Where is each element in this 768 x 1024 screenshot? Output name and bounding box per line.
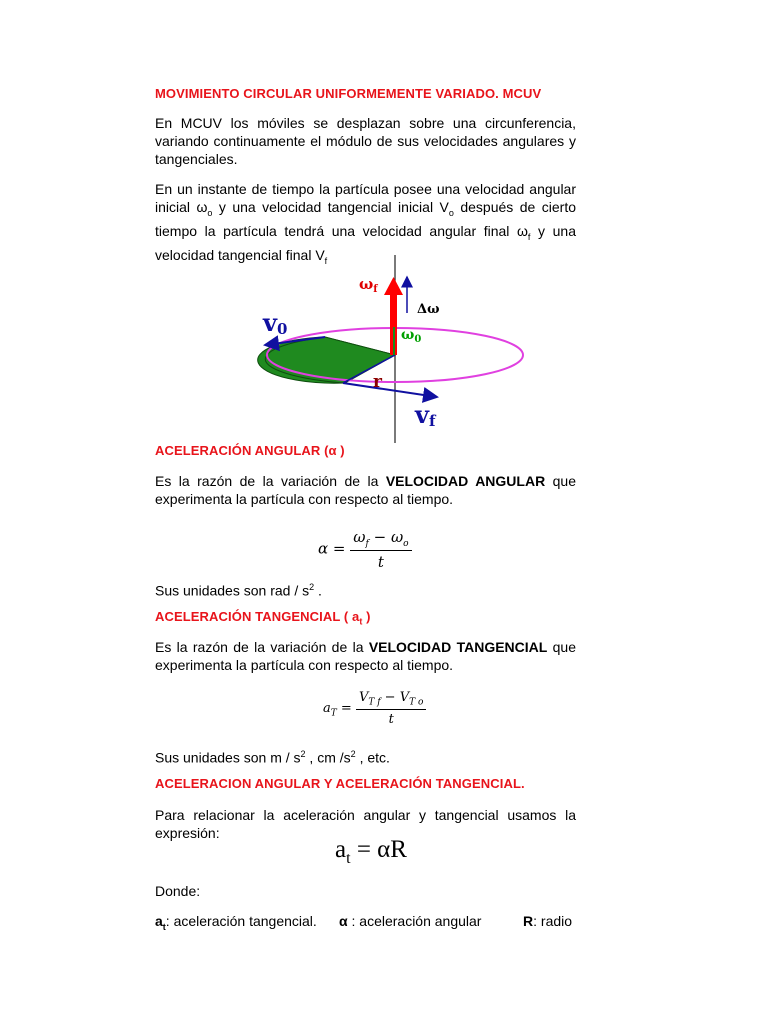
text: = — [336, 700, 352, 716]
text: Es la razón de la variación de la — [155, 639, 369, 655]
text: ω — [359, 275, 374, 293]
sub: 0 — [276, 320, 288, 338]
bold-text: α — [339, 913, 348, 929]
intro-paragraph — [155, 114, 576, 168]
text: y una — [530, 222, 576, 239]
formula-fraction — [350, 528, 411, 571]
intro-line: tangenciales. — [155, 151, 238, 167]
sub: t — [359, 616, 363, 627]
text: v — [415, 400, 429, 429]
v0-label — [262, 308, 287, 338]
sup: 2 — [300, 749, 306, 759]
text: y una velocidad tangencial inicial V — [212, 199, 449, 215]
page-title: MOVIMIENTO CIRCULAR UNIFORMEMENTE VARIADO. MCUV — [155, 86, 542, 101]
omega-f-label — [359, 275, 378, 295]
sub: t — [346, 850, 351, 867]
text: Donde: — [155, 883, 201, 899]
sub: T f — [368, 697, 381, 708]
units-line — [155, 578, 576, 600]
tangential-heading — [155, 609, 371, 627]
text: ω — [401, 327, 415, 343]
text: − — [368, 528, 391, 546]
relation-formula — [335, 836, 407, 868]
formula-numerator — [356, 690, 426, 710]
text: , cm /s — [305, 749, 351, 766]
text: a — [335, 836, 347, 863]
sub: f — [428, 412, 436, 430]
sub: f — [373, 284, 378, 295]
text: después de cierto — [453, 199, 577, 215]
formula-denominator: t — [388, 711, 394, 727]
sub: t — [162, 921, 166, 932]
angular-line-1 — [155, 472, 576, 490]
tangential-paragraph — [155, 638, 576, 674]
text: ω — [353, 528, 366, 546]
units-line — [155, 745, 576, 767]
vf-label — [414, 400, 437, 430]
formula-numerator — [350, 528, 411, 551]
text: ) — [362, 609, 371, 624]
delta-omega-label: Δω — [417, 302, 440, 317]
text: Sus unidades son m / s — [155, 749, 301, 766]
intro-line: variando continuamente el módulo de sus velocidades angulares y — [155, 133, 576, 149]
text: , etc. — [355, 749, 390, 766]
formula-denominator: t — [377, 553, 384, 571]
text: Es la razón de la variación de la — [155, 473, 386, 489]
angular-heading: ACELERACIÓN ANGULAR (α ) — [155, 443, 345, 458]
tangential-line-2: experimenta la partícula con respecto al tiempo. — [155, 657, 454, 673]
formula-lhs: α = — [318, 539, 346, 558]
angular-paragraph — [155, 472, 576, 508]
sub: f — [365, 539, 369, 549]
mcuv-diagram — [255, 255, 535, 445]
text: v — [263, 308, 277, 337]
relation-line-1: Para relacionar la aceleración angular y tangencial usamos la — [155, 807, 576, 823]
text: a — [323, 700, 331, 716]
sub: f — [527, 231, 531, 242]
r-label: r — [373, 372, 382, 392]
angular-formula — [318, 528, 412, 571]
def-r — [523, 912, 572, 930]
text: inicial ω — [155, 199, 208, 215]
text: : aceleración angular — [347, 913, 482, 929]
donde-label — [155, 882, 576, 900]
text: = αR — [350, 836, 407, 863]
text: Sus unidades son rad / s — [155, 582, 310, 599]
tangential-line-1 — [155, 638, 576, 656]
sub: f — [324, 255, 328, 266]
bold-text: R — [523, 913, 534, 929]
sup: 2 — [350, 749, 356, 759]
formula-fraction — [356, 690, 426, 727]
text: : radio — [533, 913, 573, 929]
intro-line: En MCUV los móviles se desplazan sobre una circunferencia, — [155, 115, 576, 131]
instant-line-1: En un instante de tiempo la partícula posee una velocidad angular — [155, 181, 576, 197]
text: que — [545, 473, 576, 489]
omega-f-arrow-head — [384, 277, 403, 295]
bold-text: a — [155, 913, 163, 929]
sub: o — [403, 539, 409, 549]
sup: 2 — [309, 582, 315, 592]
sub: o — [207, 207, 213, 218]
tangential-units — [155, 745, 576, 767]
instant-line-3 — [155, 222, 576, 246]
angular-line-2: experimenta la partícula con respecto al tiempo. — [155, 491, 454, 507]
text: − — [380, 690, 400, 705]
def-alpha — [339, 912, 481, 930]
relation-line-2: expresión: — [155, 825, 220, 841]
def-at — [155, 912, 317, 936]
sub: o — [448, 207, 454, 218]
tangential-formula — [323, 690, 426, 727]
formula-lhs — [323, 700, 352, 719]
text: tiempo la partícula tendrá una velocidad angular final ω — [155, 222, 528, 239]
text: : aceleración tangencial. — [165, 913, 317, 929]
text: que — [547, 639, 577, 655]
sub: T o — [409, 697, 424, 708]
angular-units — [155, 578, 576, 600]
bold-text: VELOCIDAD TANGENCIAL — [368, 639, 548, 655]
text: . — [314, 582, 322, 599]
text: V — [399, 690, 410, 705]
text: ACELERACIÓN TANGENCIAL ( a — [155, 609, 360, 624]
omega-0-label — [401, 327, 421, 345]
relation-heading: ACELERACION ANGULAR Y ACELERACIÓN TANGENCIAL. — [155, 776, 525, 791]
text: velocidad tangencial final V — [155, 246, 325, 263]
sub: T — [330, 708, 337, 719]
bold-text: VELOCIDAD ANGULAR — [385, 473, 546, 489]
sub: 0 — [414, 334, 422, 345]
vf-arrow — [343, 383, 437, 397]
text: ω — [390, 528, 404, 546]
instant-line-2 — [155, 198, 576, 222]
text: V — [358, 690, 369, 705]
